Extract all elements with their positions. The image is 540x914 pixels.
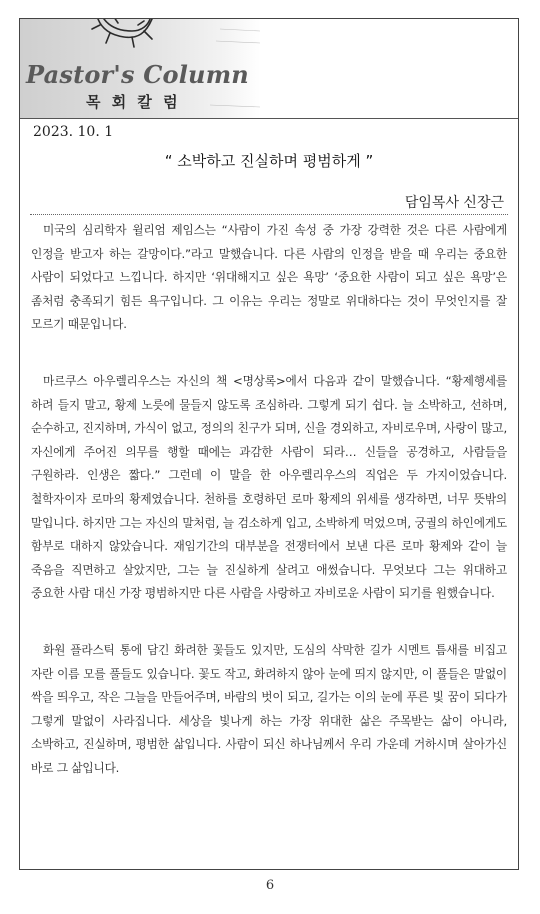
column-banner — [20, 19, 518, 119]
column-frame — [19, 18, 519, 870]
page-number: 6 — [265, 878, 275, 893]
banner-divider — [20, 118, 518, 119]
paragraph-1: 미국의 심리학자 윌리엄 제임스는 “사람이 가진 속성 중 가장 강력한 것은 다른 사람에게 인정을 받고자 하는 갈망이다.”라고 말했습니다. 다른 사람의 인정을 받을 때 우리는 중요한 사람이 되었다고 느낍니다. 하지만 ‘위대해지고 싶은 욕망’ ‘중요한 사람이 되고 싶은 욕망’은 좀처럼 충족되기 힘든 욕구입니다. 그 이유는 우리는 정말로 위대하다는 것이 무엇인지를 잘 모르기 때문입니다. — [31, 223, 507, 332]
banner-subtitle: 목 회 칼 럼 — [86, 93, 181, 111]
banner-title: Pastor's Column — [26, 60, 249, 89]
column-body — [31, 219, 507, 813]
paragraph-3: 화원 플라스틱 통에 담긴 화려한 꽃들도 있지만, 도심의 삭막한 길가 시멘트 틈새를 비집고 자란 이름 모를 풀들도 있습니다. 꽃도 작고, 화려하지 않아 눈에 띄지 않지만, 이 풀들은 말없이 싹을 띄우고, 작은 그늘을 만들어주며, 바람의 벗이 되고, 길가는 이의 눈에 푸른 빛 꿈이 되다가 그렇게 말없이 사라집니다. 세상을 빛나게 하는 가장 위대한 삶은 주목받는 삶이 아니라, 소박하고, 진실하며, 평범한 삶입니다. 사람이 되신 하나님께서 우리 가운데 거하시며 살아가신 바로 그 삶입니다. — [31, 642, 507, 775]
column-date: 2023. 10. 1 — [33, 124, 114, 140]
dotted-divider — [30, 214, 508, 215]
column-headline: “ 소박하고 진실하며 평범하게 ” — [164, 152, 374, 170]
column-author: 담임목사 신장근 — [404, 195, 504, 211]
paragraph-2: 마르쿠스 아우렐리우스는 자신의 책 <명상록>에서 다음과 같이 말했습니다. “황제행세를 하려 들지 말고, 황제 노릇에 물들지 않도록 조심하라. 그렇게 되기 쉽다. 늘 소박하고, 선하며, 순수하고, 진지하며, 가식이 없고, 정의의 친구가 되며, 신을 경외하고, 자비로우며, 사랑이 많고, 자신에게 주어진 의무를 행할 때에는 과감한 사람이 되라… 신들을 공경하고, 사람들을 구원하라. 인생은 짧다.” 그런데 이 말을 한 아우렐리우스의 직업은 두 가지이었습니다. 철학자이자 로마의 황제였습니다. 천하를 호령하던 로마 황제의 위세를 생각하면, 너무 뜻밖의 말입니다. 하지만 그는 자신의 말처럼, 늘 검소하게 입고, 소박하게 먹었으며, 궁궐의 하인에게도 함부로 대하지 않았습니다. 재임기간의 대부분을 전쟁터에서 보낸 다른 로마 황제와 같이 늘 죽음을 직면하고 살았지만, 그는 늘 진실하게 살려고 애썼습니다. 무엇보다 그는 위대하고 중요한 사람 대신 가장 평범하지만 다른 사람을 사랑하고 자비로운 사람이 되기를 원했습니다. — [31, 373, 507, 601]
